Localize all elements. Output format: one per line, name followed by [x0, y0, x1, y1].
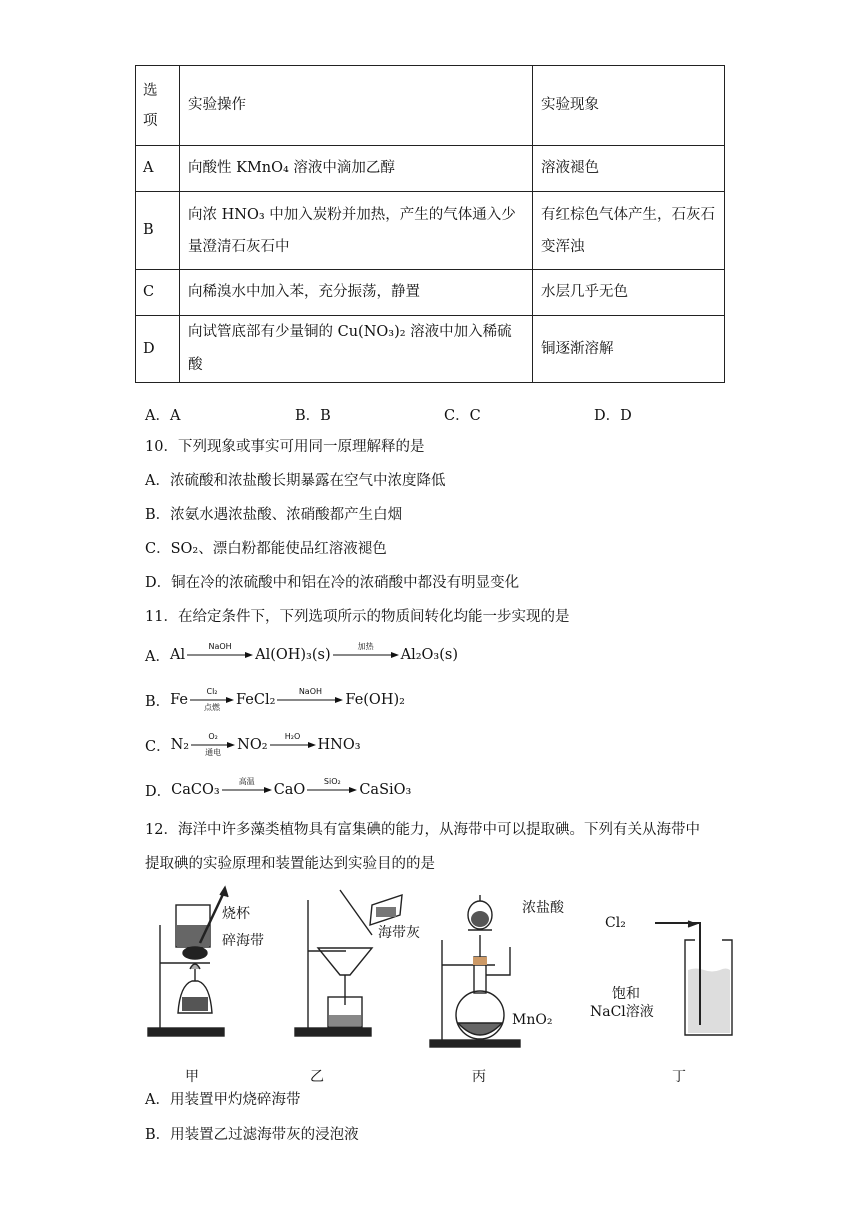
q11-option-c: [145, 730, 361, 760]
species: FeCl₂: [236, 692, 276, 708]
experiment-table: [135, 65, 725, 383]
table-row: [136, 192, 725, 270]
q12-option-b: B．用装置乙过滤海带灰的浸泡液: [145, 1127, 359, 1143]
label-nacl-1: 饱和: [612, 986, 640, 1002]
table-row: [136, 270, 725, 316]
q11-option-b: [145, 685, 405, 715]
option-label: B．: [145, 693, 171, 710]
header-phenomenon: 实验现象: [533, 66, 725, 146]
reaction-arrow: [187, 642, 253, 668]
species: Al₂O₃(s): [400, 647, 459, 663]
q10-stem: 10．下列现象或事实可用同一原理解释的是: [145, 439, 425, 455]
caption-bing: 丙: [472, 1069, 486, 1085]
header-option: 选 项: [136, 66, 180, 146]
row-phenomenon: 水层几乎无色: [533, 270, 725, 316]
label-ash: 海带灰: [378, 925, 420, 941]
label-beaker: 烧杯: [222, 906, 250, 922]
species: Fe: [170, 692, 189, 708]
arrow-condition-top: NaOH: [298, 687, 323, 696]
label-nacl-2: NaCl溶液: [590, 1004, 654, 1020]
row-key: C: [136, 270, 180, 316]
reaction-arrow: [307, 777, 357, 803]
arrow-condition-top: 高温: [238, 777, 255, 786]
apparatus-ding: [655, 921, 732, 1035]
arrow-condition-top: 加热: [357, 642, 374, 651]
row-key: D: [136, 316, 180, 383]
row-phenomenon: 铜逐渐溶解: [533, 316, 725, 383]
row-operation: 向试管底部有少量铜的 Cu(NO₃)₂ 溶液中加入稀硫酸: [180, 316, 533, 383]
reaction-arrow: [277, 687, 343, 713]
arrow-condition-top: SiO₂: [323, 777, 341, 786]
label-cl2: Cl₂: [605, 915, 626, 931]
option-label: A．: [145, 648, 170, 665]
apparatus-yi: [295, 890, 402, 1036]
option-label: C．: [145, 738, 171, 755]
arrow-condition-bottom: 通电: [205, 748, 222, 757]
arrow-condition-bottom: 点燃: [204, 703, 221, 712]
q9-option-b: B．B: [295, 408, 331, 424]
q10-option-c: C．SO₂、漂白粉都能使品红溶液褪色: [145, 541, 387, 557]
q11-option-d: [145, 775, 411, 805]
caption-jia: 甲: [185, 1069, 199, 1085]
q11-option-a: [145, 640, 458, 670]
header-operation: 实验操作: [180, 66, 533, 146]
label-mno2: MnO₂: [512, 1012, 553, 1028]
q11-stem: 11．在给定条件下，下列选项所示的物质间转化均能一步实现的是: [145, 609, 570, 625]
q9-option-d: D．D: [594, 408, 632, 424]
option-label: D．: [145, 783, 172, 800]
species: HNO₃: [317, 737, 361, 753]
caption-yi: 乙: [310, 1069, 324, 1085]
table-row: [136, 146, 725, 192]
q12-stem-line1: 12．海洋中许多藻类植物具有富集碘的能力，从海带中可以提取碘。下列有关从海带中: [145, 822, 700, 838]
q9-option-a: A．A: [145, 408, 181, 424]
q10-option-a: A．浓硫酸和浓盐酸长期暴露在空气中浓度降低: [145, 473, 446, 489]
apparatus-bing: [430, 895, 520, 1047]
reaction-arrow: [191, 732, 235, 758]
row-operation: 向浓 HNO₃ 中加入炭粉并加热，产生的气体通入少量澄清石灰石中: [180, 192, 533, 270]
species: CaO: [273, 782, 306, 798]
arrow-condition-top: Cl₂: [206, 687, 218, 696]
species: Al(OH)₃(s): [255, 647, 331, 663]
reaction-arrow: [333, 642, 399, 668]
q10-option-b: B．浓氨水遇浓盐酸、浓硝酸都产生白烟: [145, 507, 403, 523]
row-key: A: [136, 146, 180, 192]
row-phenomenon: 溶液褪色: [533, 146, 725, 192]
table-row: [136, 316, 725, 383]
species: NO₂: [237, 737, 268, 753]
reaction-arrow: [270, 732, 316, 758]
arrow-condition-top: O₂: [208, 732, 218, 741]
arrow-condition-top: H₂O: [284, 732, 301, 741]
label-seaweed: 碎海带: [222, 933, 264, 949]
species: CaCO₃: [171, 782, 220, 798]
q12-stem-line2: 提取碘的实验原理和装置能达到实验目的的是: [145, 856, 435, 872]
reaction-arrow: [190, 687, 234, 713]
row-key: B: [136, 192, 180, 270]
q9-option-c: C．C: [444, 408, 481, 424]
table-header-row: [136, 66, 725, 146]
species: CaSiO₃: [359, 782, 412, 798]
q10-option-d: D．铜在冷的浓硫酸中和铝在冷的浓硝酸中都没有明显变化: [145, 575, 520, 591]
arrow-condition-top: NaOH: [208, 642, 232, 651]
caption-ding: 丁: [672, 1069, 686, 1085]
species: N₂: [170, 737, 190, 753]
species: Al: [169, 647, 186, 663]
row-phenomenon: 有红棕色气体产生，石灰石变浑浊: [533, 192, 725, 270]
label-hcl: 浓盐酸: [522, 900, 564, 916]
row-operation: 向酸性 KMnO₄ 溶液中滴加乙醇: [180, 146, 533, 192]
species: Fe(OH)₂: [345, 692, 405, 708]
row-operation: 向稀溴水中加入苯，充分振荡，静置: [180, 270, 533, 316]
q12-option-a: A．用装置甲灼烧碎海带: [145, 1092, 301, 1108]
reaction-arrow: [222, 777, 272, 803]
apparatus-jia: [148, 887, 228, 1036]
